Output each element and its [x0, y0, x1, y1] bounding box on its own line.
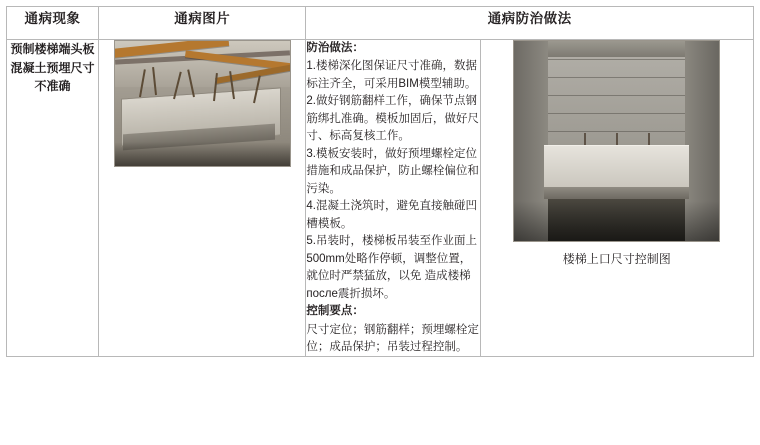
document-page — [0, 6, 760, 445]
cell-treatment-photo — [480, 40, 753, 357]
photo-shadow — [115, 142, 290, 166]
cell-phenomenon: 预制楼梯端头板混凝土预埋尺寸不准确 — [7, 40, 99, 357]
stair-opening-photo — [513, 40, 720, 242]
photo-caption: 楼梯上口尺寸控制图 — [562, 252, 671, 266]
cell-photo — [99, 40, 306, 357]
header-phenomenon: 通病现象 — [7, 7, 99, 40]
photo-slab-edge — [544, 187, 689, 199]
treatment-item-4: 4.混凝土浇筑时，避免直接触碰凹槽模板。 — [306, 200, 477, 230]
table-row — [7, 40, 754, 357]
cell-treatment-text — [306, 40, 480, 357]
table-header-row — [7, 7, 754, 40]
control-points-text: 尺寸定位；钢筋翻样；预埋螺栓定位；成品保护；吊装过程控制。 — [306, 323, 479, 353]
photo-precast-slab — [544, 145, 689, 190]
treatment-item-3: 3.模板安装时，做好预埋螺栓定位措施和成品保护，防止螺栓偏位和污染。 — [306, 147, 479, 195]
treatment-item-2: 2.做好钢筋翻样工作，确保节点钢筋绑扎准确。模板加固后，做好尺寸、标高复核工作。 — [306, 95, 479, 143]
header-treatment: 通病防治做法 — [306, 7, 754, 40]
treatment-item-1: 1.楼梯深化图保证尺寸准确，数据标注齐全，可采用BIM模型辅助。 — [306, 60, 477, 90]
control-points-title: 控制要点： — [306, 305, 364, 318]
defect-photo-image — [114, 40, 291, 167]
treatment-item-5: 5.吊装时，楼梯板吊装至作业面上500mm处略作停顿，调整位置，就位时严禁猛放，以免 造成楼梯после震折损坏。 — [306, 235, 477, 300]
header-photo: 通病图片 — [99, 7, 306, 40]
defect-table — [6, 6, 754, 357]
photo-shadow — [514, 201, 719, 241]
treatment-title: 防治做法： — [306, 42, 364, 54]
